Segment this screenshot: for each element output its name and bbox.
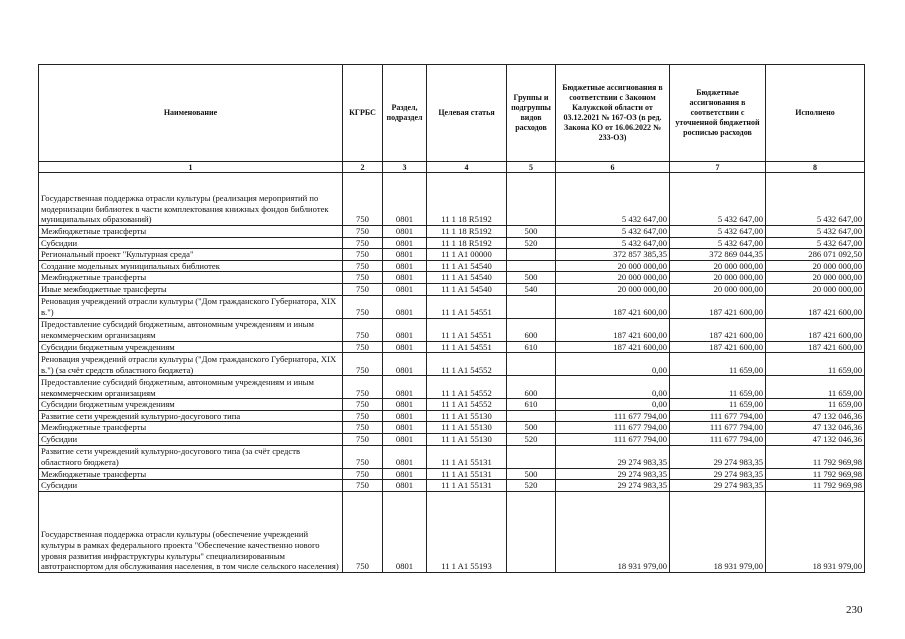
cell-group: 540 <box>507 283 556 295</box>
cell-section: 0801 <box>383 237 427 249</box>
cell-target: 11 1 A1 54540 <box>427 272 507 284</box>
cell-target: 11 1 A1 55131 <box>427 480 507 492</box>
cell-law: 0,00 <box>556 376 670 399</box>
cell-target: 11 1 A1 54552 <box>427 353 507 376</box>
cell-name: Предоставление субсидий бюджетным, автономным учреждениям и иным некоммерческим организациям <box>39 376 343 399</box>
cell-refined: 29 274 983,35 <box>670 468 766 480</box>
cell-law: 0,00 <box>556 399 670 411</box>
cell-group <box>507 249 556 261</box>
cell-target: 11 1 18 R5192 <box>427 173 507 226</box>
cell-section: 0801 <box>383 283 427 295</box>
cell-executed: 187 421 600,00 <box>766 295 865 318</box>
cell-law: 0,00 <box>556 353 670 376</box>
cell-kgrbs: 750 <box>343 283 383 295</box>
cell-name: Межбюджетные трансферты <box>39 226 343 238</box>
table-row <box>39 422 865 434</box>
header-refined: Бюджетные ассигнования в соответствии с уточненной бюджетной росписью расходов <box>670 65 766 162</box>
cell-law: 5 432 647,00 <box>556 226 670 238</box>
col-number: 3 <box>383 162 427 173</box>
table-row <box>39 433 865 445</box>
cell-target: 11 1 A1 54540 <box>427 283 507 295</box>
cell-target: 11 1 A1 55130 <box>427 433 507 445</box>
page-number: 230 <box>846 604 863 616</box>
table-row <box>39 399 865 411</box>
cell-law: 372 857 385,35 <box>556 249 670 261</box>
cell-name: Предоставление субсидий бюджетным, автономным учреждениям и иным некоммерческим организациям <box>39 318 343 341</box>
cell-law: 20 000 000,00 <box>556 272 670 284</box>
cell-executed: 47 132 046,36 <box>766 410 865 422</box>
cell-target: 11 1 18 R5192 <box>427 226 507 238</box>
cell-target: 11 1 A1 55130 <box>427 422 507 434</box>
cell-name: Реновация учреждений отрасли культуры ("Дом гражданского Губернатора, XIX в.") <box>39 295 343 318</box>
cell-target: 11 1 A1 55131 <box>427 468 507 480</box>
cell-executed: 11 659,00 <box>766 353 865 376</box>
cell-name: Государственная поддержка отрасли культуры (обеспечение учреждений культуры в рамках федерального проекта "Обеспечение качественно нового уровня развития инфраструктуры культуры" специализированным автотранспортом для обслуживания населения, в том числе сельского населения) <box>39 491 343 572</box>
table-row <box>39 173 865 226</box>
cell-executed: 5 432 647,00 <box>766 173 865 226</box>
cell-refined: 111 677 794,00 <box>670 433 766 445</box>
cell-executed: 11 792 969,98 <box>766 445 865 468</box>
cell-kgrbs: 750 <box>343 353 383 376</box>
cell-kgrbs: 750 <box>343 318 383 341</box>
cell-name: Субсидии бюджетным учреждениям <box>39 399 343 411</box>
cell-name: Субсидии бюджетным учреждениям <box>39 341 343 353</box>
cell-name: Субсидии <box>39 433 343 445</box>
cell-refined: 5 432 647,00 <box>670 226 766 238</box>
cell-refined: 11 659,00 <box>670 399 766 411</box>
cell-kgrbs: 750 <box>343 260 383 272</box>
cell-executed: 20 000 000,00 <box>766 283 865 295</box>
cell-group: 500 <box>507 226 556 238</box>
cell-section: 0801 <box>383 272 427 284</box>
cell-refined: 111 677 794,00 <box>670 422 766 434</box>
cell-refined: 187 421 600,00 <box>670 341 766 353</box>
cell-name: Региональный проект "Культурная среда" <box>39 249 343 261</box>
budget-table <box>38 64 865 573</box>
cell-refined: 11 659,00 <box>670 353 766 376</box>
cell-name: Субсидии <box>39 480 343 492</box>
cell-section: 0801 <box>383 353 427 376</box>
cell-law: 187 421 600,00 <box>556 341 670 353</box>
cell-kgrbs: 750 <box>343 433 383 445</box>
cell-section: 0801 <box>383 295 427 318</box>
cell-section: 0801 <box>383 226 427 238</box>
cell-target: 11 1 A1 55130 <box>427 410 507 422</box>
header-law: Бюджетные ассигнования в соответствии с Законом Калужской области от 03.12.2021 № 167-ОЗ (в ред. Закона КО от 16.06.2022 № 233-ОЗ) <box>556 65 670 162</box>
header-section: Раздел, подраздел <box>383 65 427 162</box>
cell-law: 111 677 794,00 <box>556 433 670 445</box>
cell-kgrbs: 750 <box>343 295 383 318</box>
cell-kgrbs: 750 <box>343 272 383 284</box>
cell-law: 111 677 794,00 <box>556 422 670 434</box>
cell-refined: 187 421 600,00 <box>670 318 766 341</box>
cell-group <box>507 410 556 422</box>
cell-refined: 29 274 983,35 <box>670 445 766 468</box>
cell-section: 0801 <box>383 249 427 261</box>
table-row <box>39 376 865 399</box>
table-row <box>39 249 865 261</box>
cell-group: 500 <box>507 422 556 434</box>
cell-executed: 18 931 979,00 <box>766 491 865 572</box>
cell-section: 0801 <box>383 468 427 480</box>
header-name: Наименование <box>39 65 343 162</box>
cell-executed: 286 071 092,50 <box>766 249 865 261</box>
table-row <box>39 237 865 249</box>
cell-kgrbs: 750 <box>343 173 383 226</box>
cell-group <box>507 295 556 318</box>
table-row <box>39 445 865 468</box>
table-row <box>39 226 865 238</box>
cell-kgrbs: 750 <box>343 410 383 422</box>
table-row <box>39 480 865 492</box>
cell-section: 0801 <box>383 422 427 434</box>
cell-kgrbs: 750 <box>343 468 383 480</box>
cell-section: 0801 <box>383 410 427 422</box>
cell-name: Развитие сети учреждений культурно-досугового типа <box>39 410 343 422</box>
cell-law: 20 000 000,00 <box>556 260 670 272</box>
cell-refined: 372 869 044,35 <box>670 249 766 261</box>
cell-refined: 187 421 600,00 <box>670 295 766 318</box>
cell-executed: 5 432 647,00 <box>766 237 865 249</box>
cell-kgrbs: 750 <box>343 376 383 399</box>
cell-executed: 5 432 647,00 <box>766 226 865 238</box>
cell-law: 29 274 983,35 <box>556 468 670 480</box>
cell-name: Создание модельных муниципальных библиотек <box>39 260 343 272</box>
cell-law: 111 677 794,00 <box>556 410 670 422</box>
table-row <box>39 272 865 284</box>
cell-section: 0801 <box>383 260 427 272</box>
cell-refined: 5 432 647,00 <box>670 173 766 226</box>
cell-refined: 111 677 794,00 <box>670 410 766 422</box>
cell-kgrbs: 750 <box>343 422 383 434</box>
cell-group <box>507 173 556 226</box>
cell-kgrbs: 750 <box>343 237 383 249</box>
cell-executed: 11 659,00 <box>766 376 865 399</box>
cell-name: Межбюджетные трансферты <box>39 468 343 480</box>
cell-law: 29 274 983,35 <box>556 445 670 468</box>
cell-group: 520 <box>507 237 556 249</box>
cell-section: 0801 <box>383 318 427 341</box>
cell-name: Субсидии <box>39 237 343 249</box>
cell-name: Реновация учреждений отрасли культуры ("Дом гражданского Губернатора, XIX в.") (за счёт средств областного бюджета) <box>39 353 343 376</box>
cell-refined: 18 931 979,00 <box>670 491 766 572</box>
cell-group <box>507 491 556 572</box>
cell-section: 0801 <box>383 433 427 445</box>
table-row <box>39 410 865 422</box>
cell-kgrbs: 750 <box>343 480 383 492</box>
cell-refined: 5 432 647,00 <box>670 237 766 249</box>
column-number-row <box>39 162 865 173</box>
cell-section: 0801 <box>383 376 427 399</box>
cell-group: 500 <box>507 272 556 284</box>
cell-group: 600 <box>507 318 556 341</box>
table-row <box>39 353 865 376</box>
cell-executed: 11 659,00 <box>766 399 865 411</box>
cell-section: 0801 <box>383 445 427 468</box>
cell-name: Межбюджетные трансферты <box>39 272 343 284</box>
cell-group <box>507 445 556 468</box>
table-row <box>39 341 865 353</box>
table-row <box>39 491 865 572</box>
cell-law: 29 274 983,35 <box>556 480 670 492</box>
col-number: 8 <box>766 162 865 173</box>
cell-refined: 20 000 000,00 <box>670 272 766 284</box>
cell-section: 0801 <box>383 173 427 226</box>
budget-table-sheet <box>38 64 864 573</box>
header-groups: Группы и подгруппы видов расходов <box>507 65 556 162</box>
table-header-row <box>39 65 865 162</box>
table-row <box>39 260 865 272</box>
cell-group <box>507 353 556 376</box>
cell-target: 11 1 A1 00000 <box>427 249 507 261</box>
cell-name: Межбюджетные трансферты <box>39 422 343 434</box>
cell-target: 11 1 A1 54552 <box>427 376 507 399</box>
col-number: 2 <box>343 162 383 173</box>
cell-target: 11 1 A1 55193 <box>427 491 507 572</box>
header-executed: Исполнено <box>766 65 865 162</box>
col-number: 4 <box>427 162 507 173</box>
cell-refined: 20 000 000,00 <box>670 283 766 295</box>
cell-refined: 29 274 983,35 <box>670 480 766 492</box>
cell-refined: 11 659,00 <box>670 376 766 399</box>
cell-target: 11 1 A1 54552 <box>427 399 507 411</box>
cell-target: 11 1 A1 54551 <box>427 295 507 318</box>
cell-executed: 11 792 969,98 <box>766 468 865 480</box>
cell-section: 0801 <box>383 399 427 411</box>
cell-section: 0801 <box>383 480 427 492</box>
cell-target: 11 1 A1 54551 <box>427 318 507 341</box>
table-row <box>39 468 865 480</box>
cell-kgrbs: 750 <box>343 249 383 261</box>
cell-target: 11 1 18 R5192 <box>427 237 507 249</box>
cell-refined: 20 000 000,00 <box>670 260 766 272</box>
cell-section: 0801 <box>383 491 427 572</box>
table-row <box>39 318 865 341</box>
cell-name: Иные межбюджетные трансферты <box>39 283 343 295</box>
cell-law: 187 421 600,00 <box>556 318 670 341</box>
cell-target: 11 1 A1 54551 <box>427 341 507 353</box>
cell-name: Развитие сети учреждений культурно-досугового типа (за счёт средств областного бюджета) <box>39 445 343 468</box>
cell-kgrbs: 750 <box>343 399 383 411</box>
cell-target: 11 1 A1 55131 <box>427 445 507 468</box>
cell-target: 11 1 A1 54540 <box>427 260 507 272</box>
cell-law: 18 931 979,00 <box>556 491 670 572</box>
col-number: 6 <box>556 162 670 173</box>
cell-group: 610 <box>507 399 556 411</box>
table-body <box>39 173 865 573</box>
cell-law: 187 421 600,00 <box>556 295 670 318</box>
cell-group <box>507 260 556 272</box>
cell-name: Государственная поддержка отрасли культуры (реализация мероприятий по модернизации библиотек в части комплектования книжных фондов библиотек муниципальных образований) <box>39 173 343 226</box>
cell-group: 610 <box>507 341 556 353</box>
cell-executed: 11 792 969,98 <box>766 480 865 492</box>
cell-group: 520 <box>507 433 556 445</box>
col-number: 7 <box>670 162 766 173</box>
cell-law: 5 432 647,00 <box>556 173 670 226</box>
cell-executed: 20 000 000,00 <box>766 260 865 272</box>
cell-executed: 47 132 046,36 <box>766 422 865 434</box>
cell-kgrbs: 750 <box>343 491 383 572</box>
cell-executed: 20 000 000,00 <box>766 272 865 284</box>
header-target: Целевая статья <box>427 65 507 162</box>
cell-group: 600 <box>507 376 556 399</box>
cell-section: 0801 <box>383 341 427 353</box>
cell-law: 20 000 000,00 <box>556 283 670 295</box>
col-number: 5 <box>507 162 556 173</box>
cell-kgrbs: 750 <box>343 341 383 353</box>
cell-group: 500 <box>507 468 556 480</box>
table-row <box>39 283 865 295</box>
cell-group: 520 <box>507 480 556 492</box>
table-row <box>39 295 865 318</box>
cell-law: 5 432 647,00 <box>556 237 670 249</box>
cell-kgrbs: 750 <box>343 226 383 238</box>
cell-executed: 47 132 046,36 <box>766 433 865 445</box>
col-number: 1 <box>39 162 343 173</box>
header-kgrbs: КГРБС <box>343 65 383 162</box>
cell-executed: 187 421 600,00 <box>766 341 865 353</box>
cell-kgrbs: 750 <box>343 445 383 468</box>
cell-executed: 187 421 600,00 <box>766 318 865 341</box>
